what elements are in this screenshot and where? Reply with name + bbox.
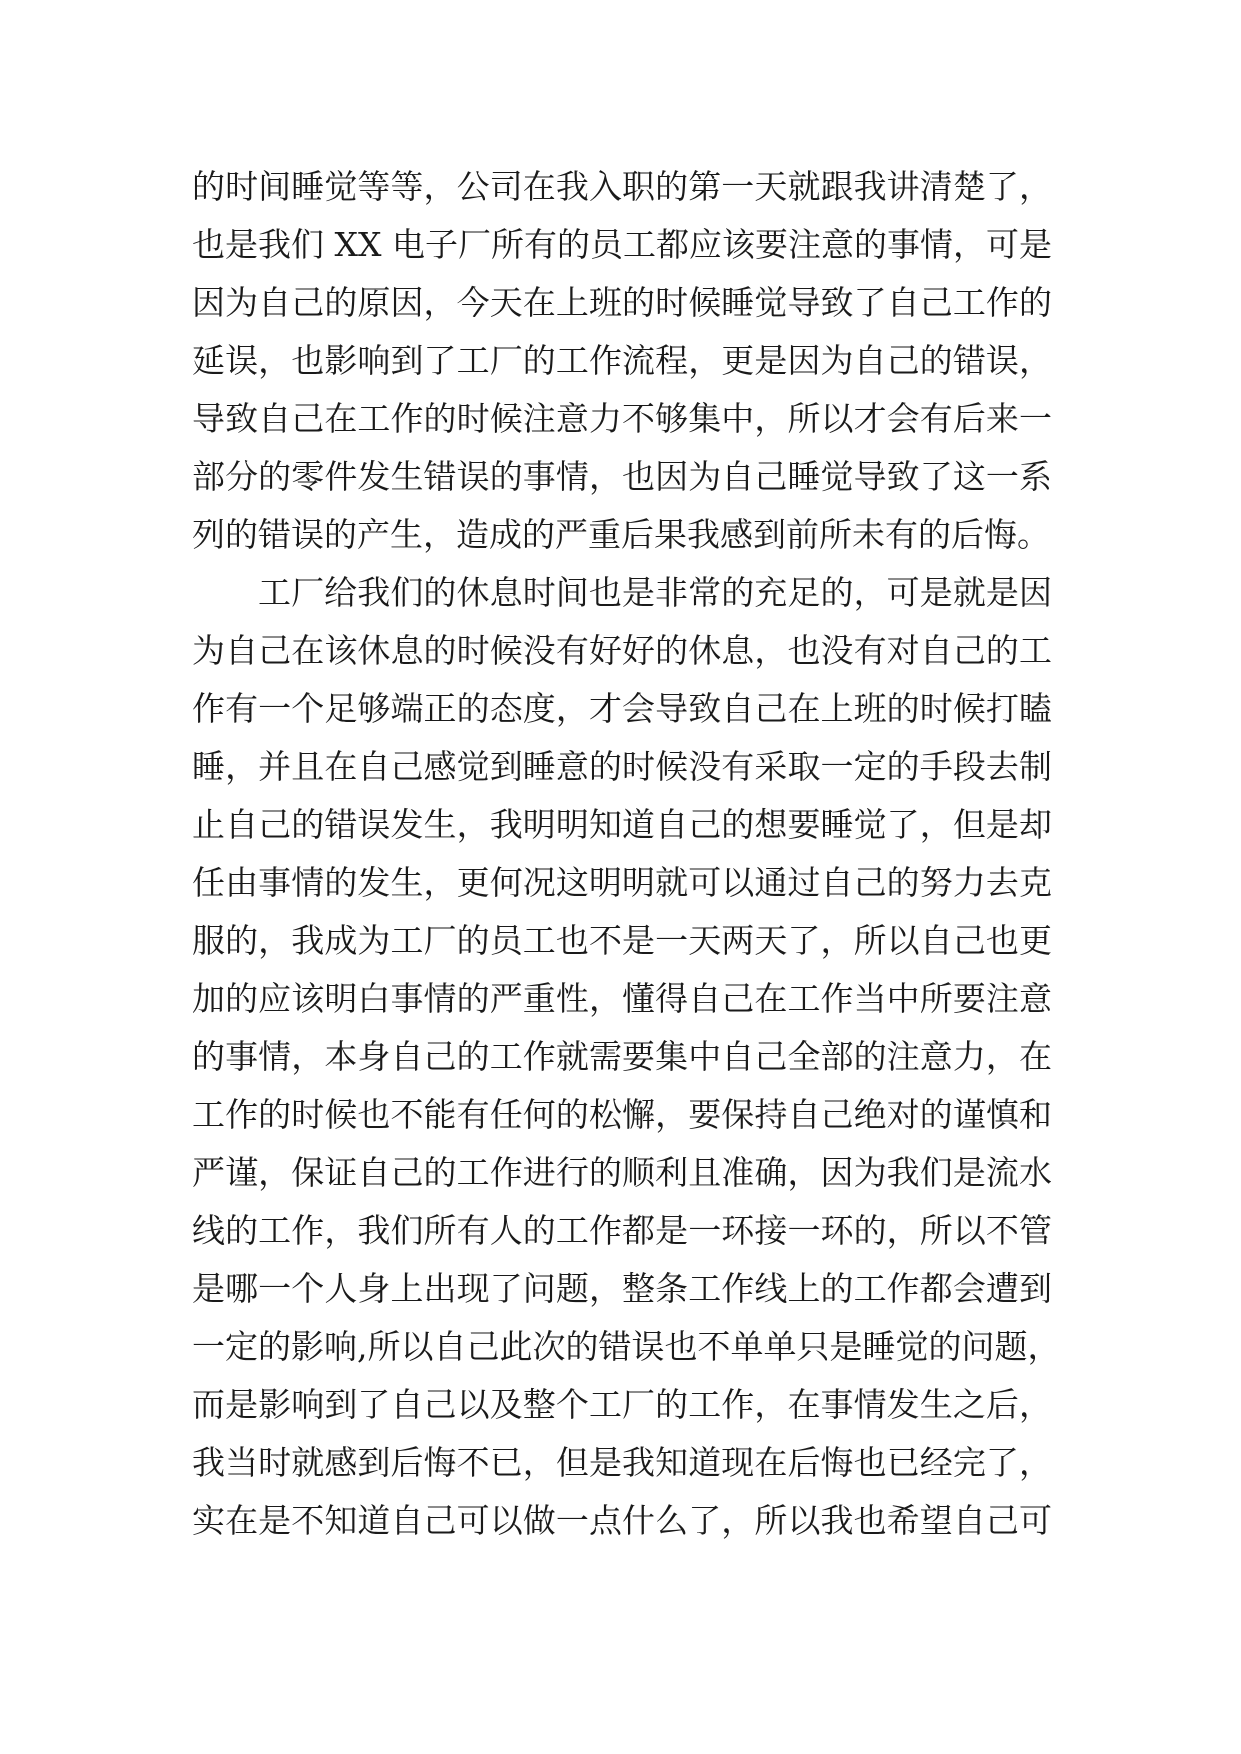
text-line: 任由事情的发生，更何况这明明就可以通过自己的努力去克 — [192, 863, 1052, 902]
text-line: 工作的时候也不能有任何的松懈，要保持自己绝对的谨慎和 — [192, 1095, 1052, 1134]
text-line: 线的工作，我们所有人的工作都是一环接一环的，所以不管 — [192, 1211, 1052, 1250]
paragraph-end-line: 列的错误的产生，造成的严重后果我感到前所未有的后悔。 — [192, 515, 1050, 554]
text-line: 因为自己的原因，今天在上班的时候睡觉导致了自己工作的 — [192, 283, 1052, 322]
text-line: 服的，我成为工厂的员工也不是一天两天了，所以自己也更 — [192, 921, 1052, 960]
text-line: 的时间睡觉等等，公司在我入职的第一天就跟我讲清楚了， — [192, 167, 1052, 206]
text-line: 为自己在该休息的时候没有好好的休息，也没有对自己的工 — [192, 631, 1052, 670]
text-line: 我当时就感到后悔不已，但是我知道现在后悔也已经完了， — [192, 1443, 1052, 1482]
text-line: 延误，也影响到了工厂的工作流程，更是因为自己的错误， — [192, 341, 1052, 380]
text-line: 的事情，本身自己的工作就需要集中自己全部的注意力，在 — [192, 1037, 1052, 1076]
text-line: 而是影响到了自己以及整个工厂的工作，在事情发生之后， — [192, 1385, 1052, 1424]
text-line: 导致自己在工作的时候注意力不够集中，所以才会有后来一 — [192, 399, 1052, 438]
text-line: 一定的影响,所以自己此次的错误也不单单只是睡觉的问题， — [192, 1327, 1061, 1366]
text-line: 是哪一个人身上出现了问题，整条工作线上的工作都会遭到 — [192, 1269, 1052, 1308]
text-line: 实在是不知道自己可以做一点什么了，所以我也希望自己可 — [192, 1501, 1052, 1540]
text-line: 止自己的错误发生，我明明知道自己的想要睡觉了，但是却 — [192, 805, 1052, 844]
text-line: 严谨，保证自己的工作进行的顺利且准确，因为我们是流水 — [192, 1153, 1052, 1192]
paragraph-first-line: 工厂给我们的休息时间也是非常的充足的，可是就是因 — [258, 573, 1052, 612]
text-line: 睡，并且在自己感觉到睡意的时候没有采取一定的手段去制 — [192, 747, 1052, 786]
text-line: 也是我们 XX 电子厂所有的员工都应该要注意的事情，可是 — [192, 225, 1052, 264]
text-line: 加的应该明白事情的严重性，懂得自己在工作当中所要注意 — [192, 979, 1052, 1018]
document-body — [192, 158, 1061, 1550]
text-line: 部分的零件发生错误的事情，也因为自己睡觉导致了这一系 — [192, 457, 1052, 496]
text-line: 作有一个足够端正的态度，才会导致自己在上班的时候打瞌 — [192, 689, 1052, 728]
